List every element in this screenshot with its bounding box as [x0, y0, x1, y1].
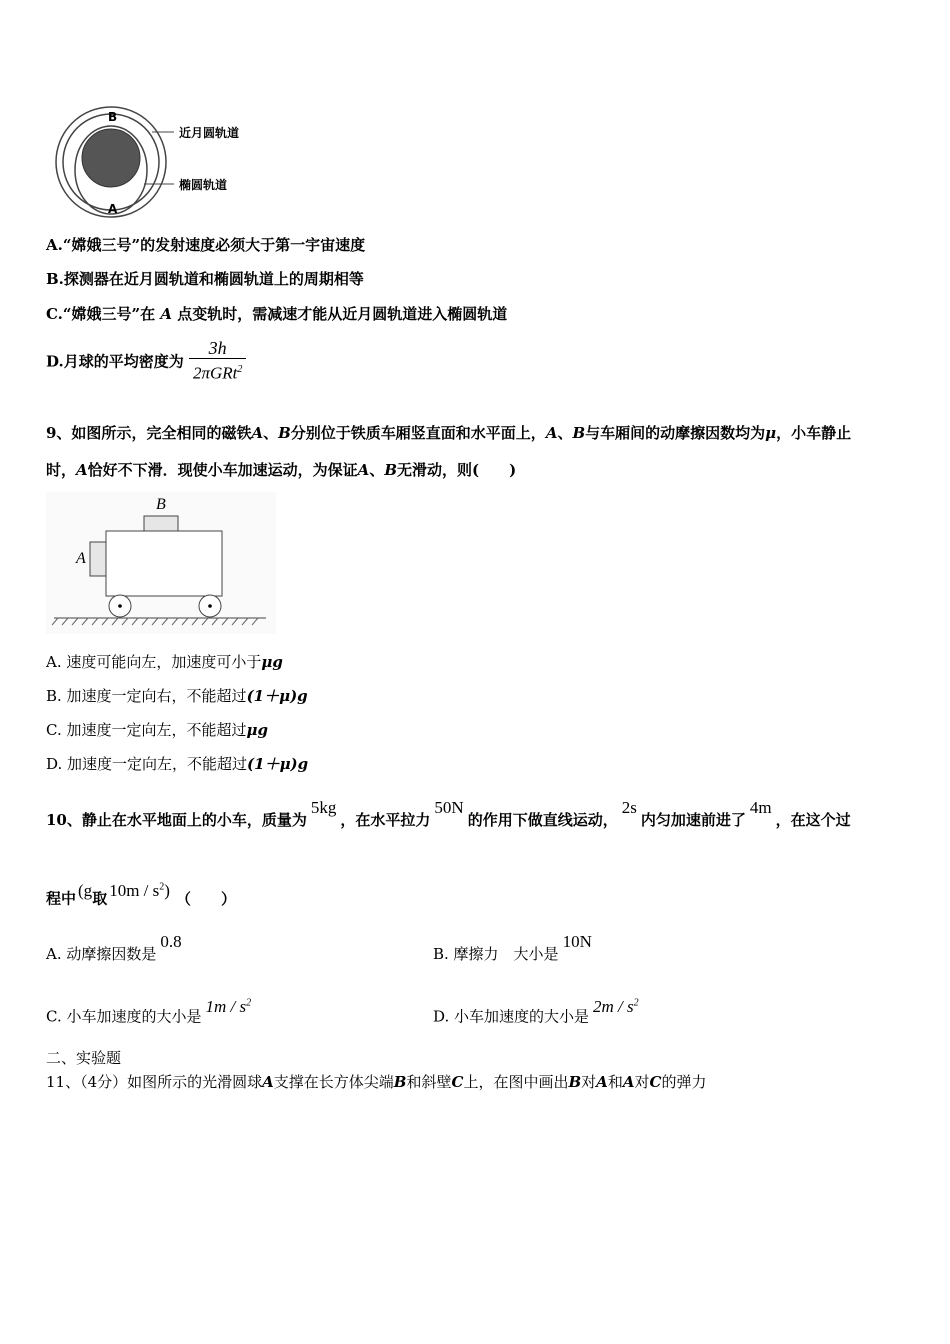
q10-force: 50N — [434, 798, 464, 817]
cart-figure — [46, 492, 276, 634]
q11-text: 11、（4分）如图所示的光滑圆球A支撑在长方体尖端B和斜壁C上，在图中画出B对A和A对C的弹力 — [46, 1073, 707, 1091]
q10-option-c: C. 小车加速度的大小是$1m / s^2$ — [46, 996, 252, 1026]
wheel-left-axle — [118, 604, 122, 608]
q8-c-point: A — [160, 305, 173, 323]
fig9-label-b: B — [156, 496, 166, 513]
q8-d-pre: D.月球的平均密度为 — [46, 352, 184, 371]
q10-option-a: A. 动摩擦因数是0.8 — [46, 932, 182, 963]
q9-line-2: 时，A恰好不下滑．现使小车加速运动，为保证A、B无滑动，则( ) — [46, 461, 517, 479]
fig8-label-a: A — [108, 202, 118, 216]
q10-g-value: $10m / s^2$) — [109, 880, 170, 900]
magnet-b — [144, 516, 178, 531]
fig9-label-a: A — [76, 550, 86, 567]
fig8-label-ellipse-orbit: 椭圆轨道 — [179, 178, 228, 192]
fig8-label-near-orbit: 近月圆轨道 — [179, 126, 240, 140]
q8-d-fraction — [189, 338, 246, 385]
cart-body — [106, 531, 222, 596]
q8-d-denominator: 2πGRt$^2$ — [192, 363, 243, 383]
orbit-figure — [44, 100, 264, 225]
q8-c-post: 点变轨时，需减速才能从近月圆轨道进入椭圆轨道 — [177, 305, 508, 323]
section-heading-experiments: 二、实验题 — [46, 1049, 122, 1067]
q10-line-1: 10、静止在水平地面上的小车，质量为5kg，在水平拉力50N的作用下做直线运动，2s内匀加速前进了4m，在这个过 — [46, 798, 851, 829]
q10-time: 2s — [621, 798, 637, 817]
q10-mass: 5kg — [310, 798, 337, 817]
q10-option-d: D. 小车加速度的大小是$2m / s^2$ — [433, 996, 639, 1026]
q8-d-numerator: 3h — [208, 338, 227, 358]
q10-option-b: B. 摩擦力 大小是10N — [433, 932, 592, 963]
q8-option-c — [46, 304, 507, 324]
q8-option-a: A.“嫦娥三号”的发射速度必须大于第一宇宙速度 — [46, 236, 366, 254]
q9-option-c: C. 加速度一定向左，不能超过μg — [46, 721, 268, 739]
q10-g-open: (g — [78, 880, 93, 900]
q10-distance: 4m — [749, 798, 772, 817]
q9-option-a: A. 速度可能向左，加速度可小于μg — [46, 653, 283, 671]
q9-option-b: B. 加速度一定向右，不能超过(1＋μ)g — [46, 687, 308, 705]
orbit-diagram — [44, 100, 264, 225]
q10-line-2: 程中 (g取 $10m / s^2$) （ ） — [46, 880, 236, 908]
wheel-right-axle — [208, 604, 212, 608]
q8-option-d — [46, 338, 246, 385]
q9-option-d: D. 加速度一定向左，不能超过(1＋μ)g — [46, 755, 309, 773]
q9-line-1: 9、如图所示，完全相同的磁铁A、B分别位于铁质车厢竖直面和水平面上，A、B与车厢间的动摩擦因数均为μ，小车静止 — [46, 424, 852, 442]
moon — [82, 129, 140, 187]
magnet-a — [90, 542, 106, 576]
fig8-label-b: B — [108, 110, 118, 124]
q8-option-b: B.探测器在近月圆轨道和椭圆轨道上的周期相等 — [46, 270, 364, 288]
q8-c-pre: C.“嫦娥三号”在 — [46, 305, 156, 323]
